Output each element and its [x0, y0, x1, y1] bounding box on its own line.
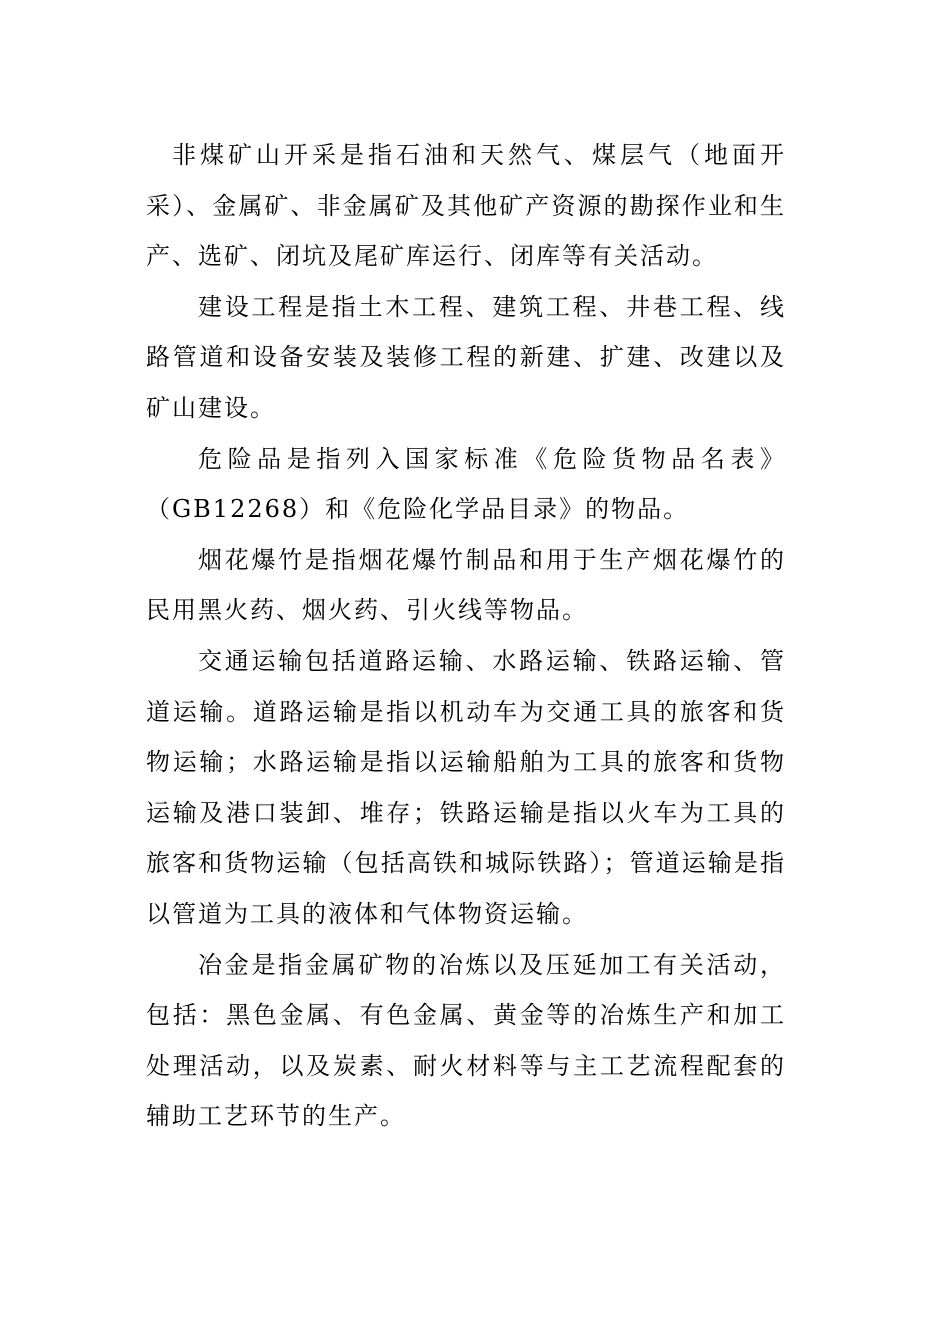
document-body — [146, 130, 786, 1142]
paragraph-transportation: 交通运输包括道路运输、水路运输、铁路运输、管道运输。道路运输是指以机动车为交通工具的旅客和货物运输；水路运输是指以运输船舶为工具的旅客和货物运输及港口装卸、堆存；铁路运输是指以火车为工具的旅客和货物运输（包括高铁和城际铁路）；管道运输是指以管道为工具的液体和气体物资运输。 — [146, 646, 786, 928]
paragraph-construction-engineering: 建设工程是指土木工程、建筑工程、井巷工程、线路管道和设备安装及装修工程的新建、扩建、改建以及矿山建设。 — [146, 292, 786, 422]
paragraph-metallurgy: 冶金是指金属矿物的冶炼以及压延加工有关活动，包括：黑色金属、有色金属、黄金等的冶炼生产和加工处理活动，以及炭素、耐火材料等与主工艺流程配套的辅助工艺环节的生产。 — [146, 950, 786, 1131]
paragraph-non-coal-mining: 非煤矿山开采是指石油和天然气、煤层气（地面开采）、金属矿、非金属矿及其他矿产资源的勘探作业和生产、选矿、闭坑及尾矿库运行、闭库等有关活动。 — [146, 141, 786, 271]
paragraph-hazardous-goods: 危险品是指列入国家标准《危险货物品名表》（GB12268）和《危险化学品目录》的物品。 — [146, 444, 786, 524]
paragraph-fireworks: 烟花爆竹是指烟花爆竹制品和用于生产烟花爆竹的民用黑火药、烟火药、引火线等物品。 — [146, 545, 786, 625]
